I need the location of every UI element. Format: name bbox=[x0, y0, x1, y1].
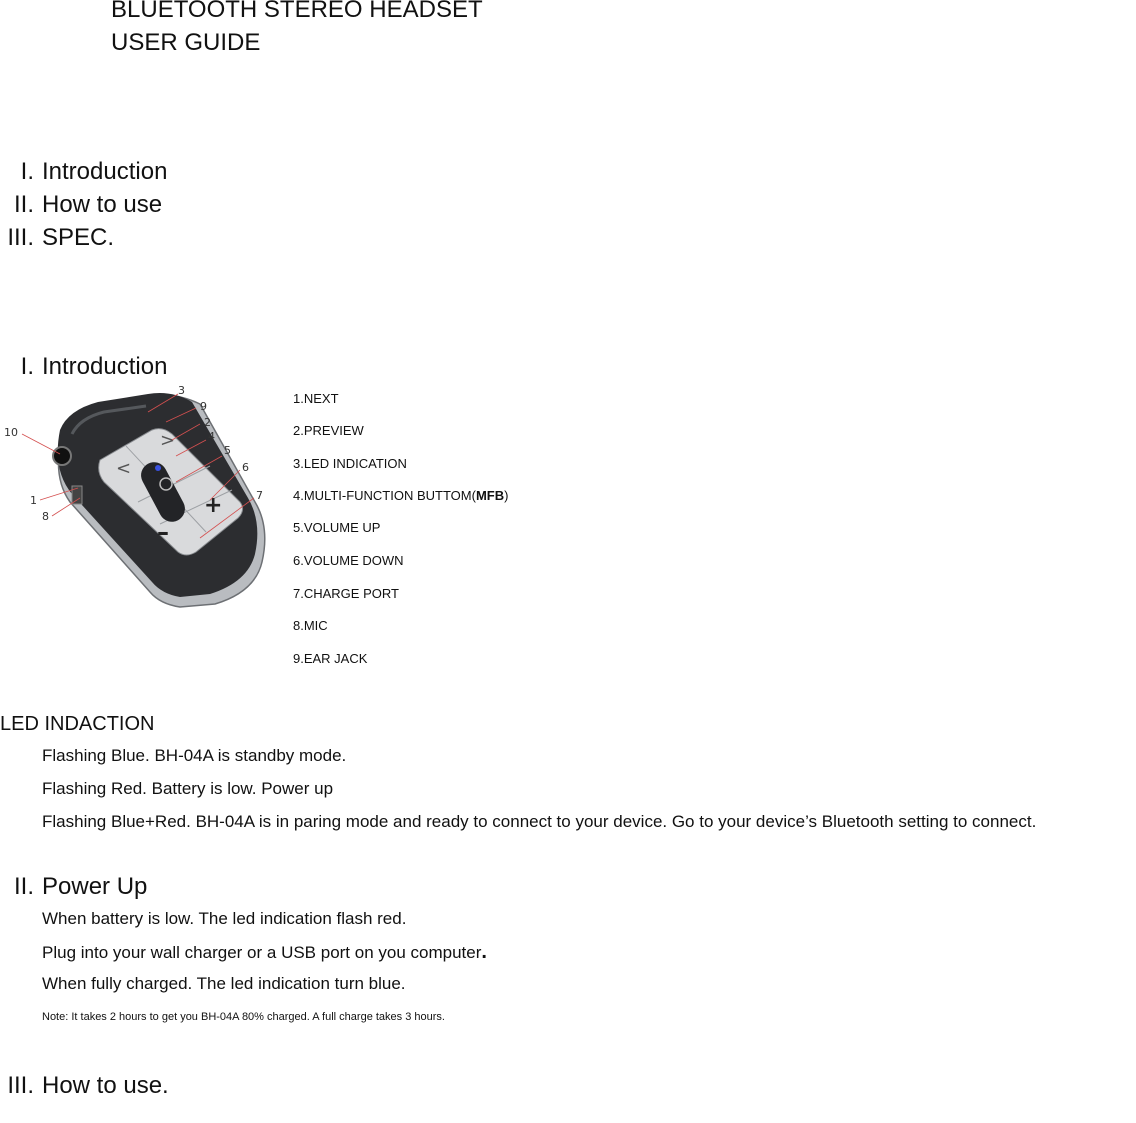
led-indicator bbox=[155, 465, 161, 471]
prev-arrow-icon: < bbox=[116, 458, 132, 479]
charging-note: Note: It takes 2 hours to get you BH-04A 80% charged. A full charge takes 3 hours. bbox=[42, 1011, 445, 1023]
headset-diagram bbox=[0, 382, 280, 612]
section-number: I. bbox=[20, 353, 34, 380]
power-line: When battery is low. The led indication flash red. bbox=[42, 909, 407, 928]
led-line: Flashing Red. Battery is low. Power up bbox=[42, 779, 334, 798]
diagram-label-8: 8 bbox=[42, 510, 49, 523]
section-title: Introduction bbox=[42, 353, 168, 380]
diagram-label-6: 6 bbox=[242, 461, 249, 474]
led-line: Flashing Blue+Red. BH-04A is in paring mode and ready to connect to your device. Go to your device’s Bluetooth setting to connect. bbox=[42, 812, 1037, 831]
section-title: Power Up bbox=[42, 873, 148, 900]
toc-label: Introduction bbox=[42, 158, 168, 185]
document-title: BLUETOOTH STEREO HEADSET bbox=[111, 0, 483, 23]
diagram-label-2: 2 bbox=[204, 416, 211, 429]
part-item: 1.NEXT bbox=[293, 391, 339, 406]
next-arrow-icon: > bbox=[160, 430, 176, 451]
diagram-label-7: 7 bbox=[256, 489, 263, 502]
toc-number: II. bbox=[13, 191, 34, 218]
part-item: 7.CHARGE PORT bbox=[293, 586, 399, 601]
plus-icon: + bbox=[204, 493, 223, 518]
power-line: When fully charged. The led indication turn blue. bbox=[42, 974, 406, 993]
toc-item-introduction bbox=[0, 158, 300, 186]
part-item: 8.MIC bbox=[293, 618, 328, 633]
part-item: 6.VOLUME DOWN bbox=[293, 553, 404, 568]
toc-label: SPEC. bbox=[42, 224, 115, 251]
power-line bbox=[42, 942, 487, 963]
section-introduction-heading bbox=[0, 353, 300, 381]
minus-icon: – bbox=[157, 518, 169, 546]
power-line-text: Plug into your wall charger or a USB port on you computer bbox=[42, 943, 482, 962]
part-item bbox=[293, 488, 508, 504]
part-item-text: 4.MULTI-FUNCTION BUTTOM( bbox=[293, 488, 476, 503]
led-heading: LED INDACTION bbox=[0, 713, 155, 735]
diagram-label-1: 1 bbox=[30, 494, 37, 507]
diagram-label-5: 5 bbox=[224, 444, 231, 457]
ear-jack bbox=[53, 447, 71, 465]
section-title: How to use. bbox=[42, 1072, 169, 1099]
diagram-label-9: 9 bbox=[200, 400, 207, 413]
toc-label: How to use bbox=[42, 191, 163, 218]
toc-number: I. bbox=[20, 158, 34, 185]
diagram-label-10: 10 bbox=[4, 426, 18, 439]
part-item-bold: MFB bbox=[475, 488, 505, 503]
diagram-label-3: 3 bbox=[178, 384, 185, 397]
toc-item-how-to-use bbox=[0, 191, 300, 219]
part-item: 3.LED INDICATION bbox=[293, 456, 407, 471]
document-subtitle: USER GUIDE bbox=[111, 29, 261, 56]
section-how-to-use-heading bbox=[0, 1072, 300, 1100]
led-line: Flashing Blue. BH-04A is standby mode. bbox=[42, 746, 347, 765]
part-item: 9.EAR JACK bbox=[293, 651, 368, 666]
power-line-period: . bbox=[481, 941, 487, 963]
section-number: III. bbox=[7, 1072, 34, 1099]
part-item: 5.VOLUME UP bbox=[293, 520, 381, 535]
part-item-suffix: ) bbox=[504, 488, 509, 503]
part-item: 2.PREVIEW bbox=[293, 423, 364, 438]
toc-number: III. bbox=[7, 224, 34, 251]
diagram-label-4: 4 bbox=[208, 430, 215, 443]
toc-item-spec bbox=[0, 224, 300, 252]
section-number: II. bbox=[13, 873, 34, 900]
section-power-up-heading bbox=[0, 873, 300, 901]
